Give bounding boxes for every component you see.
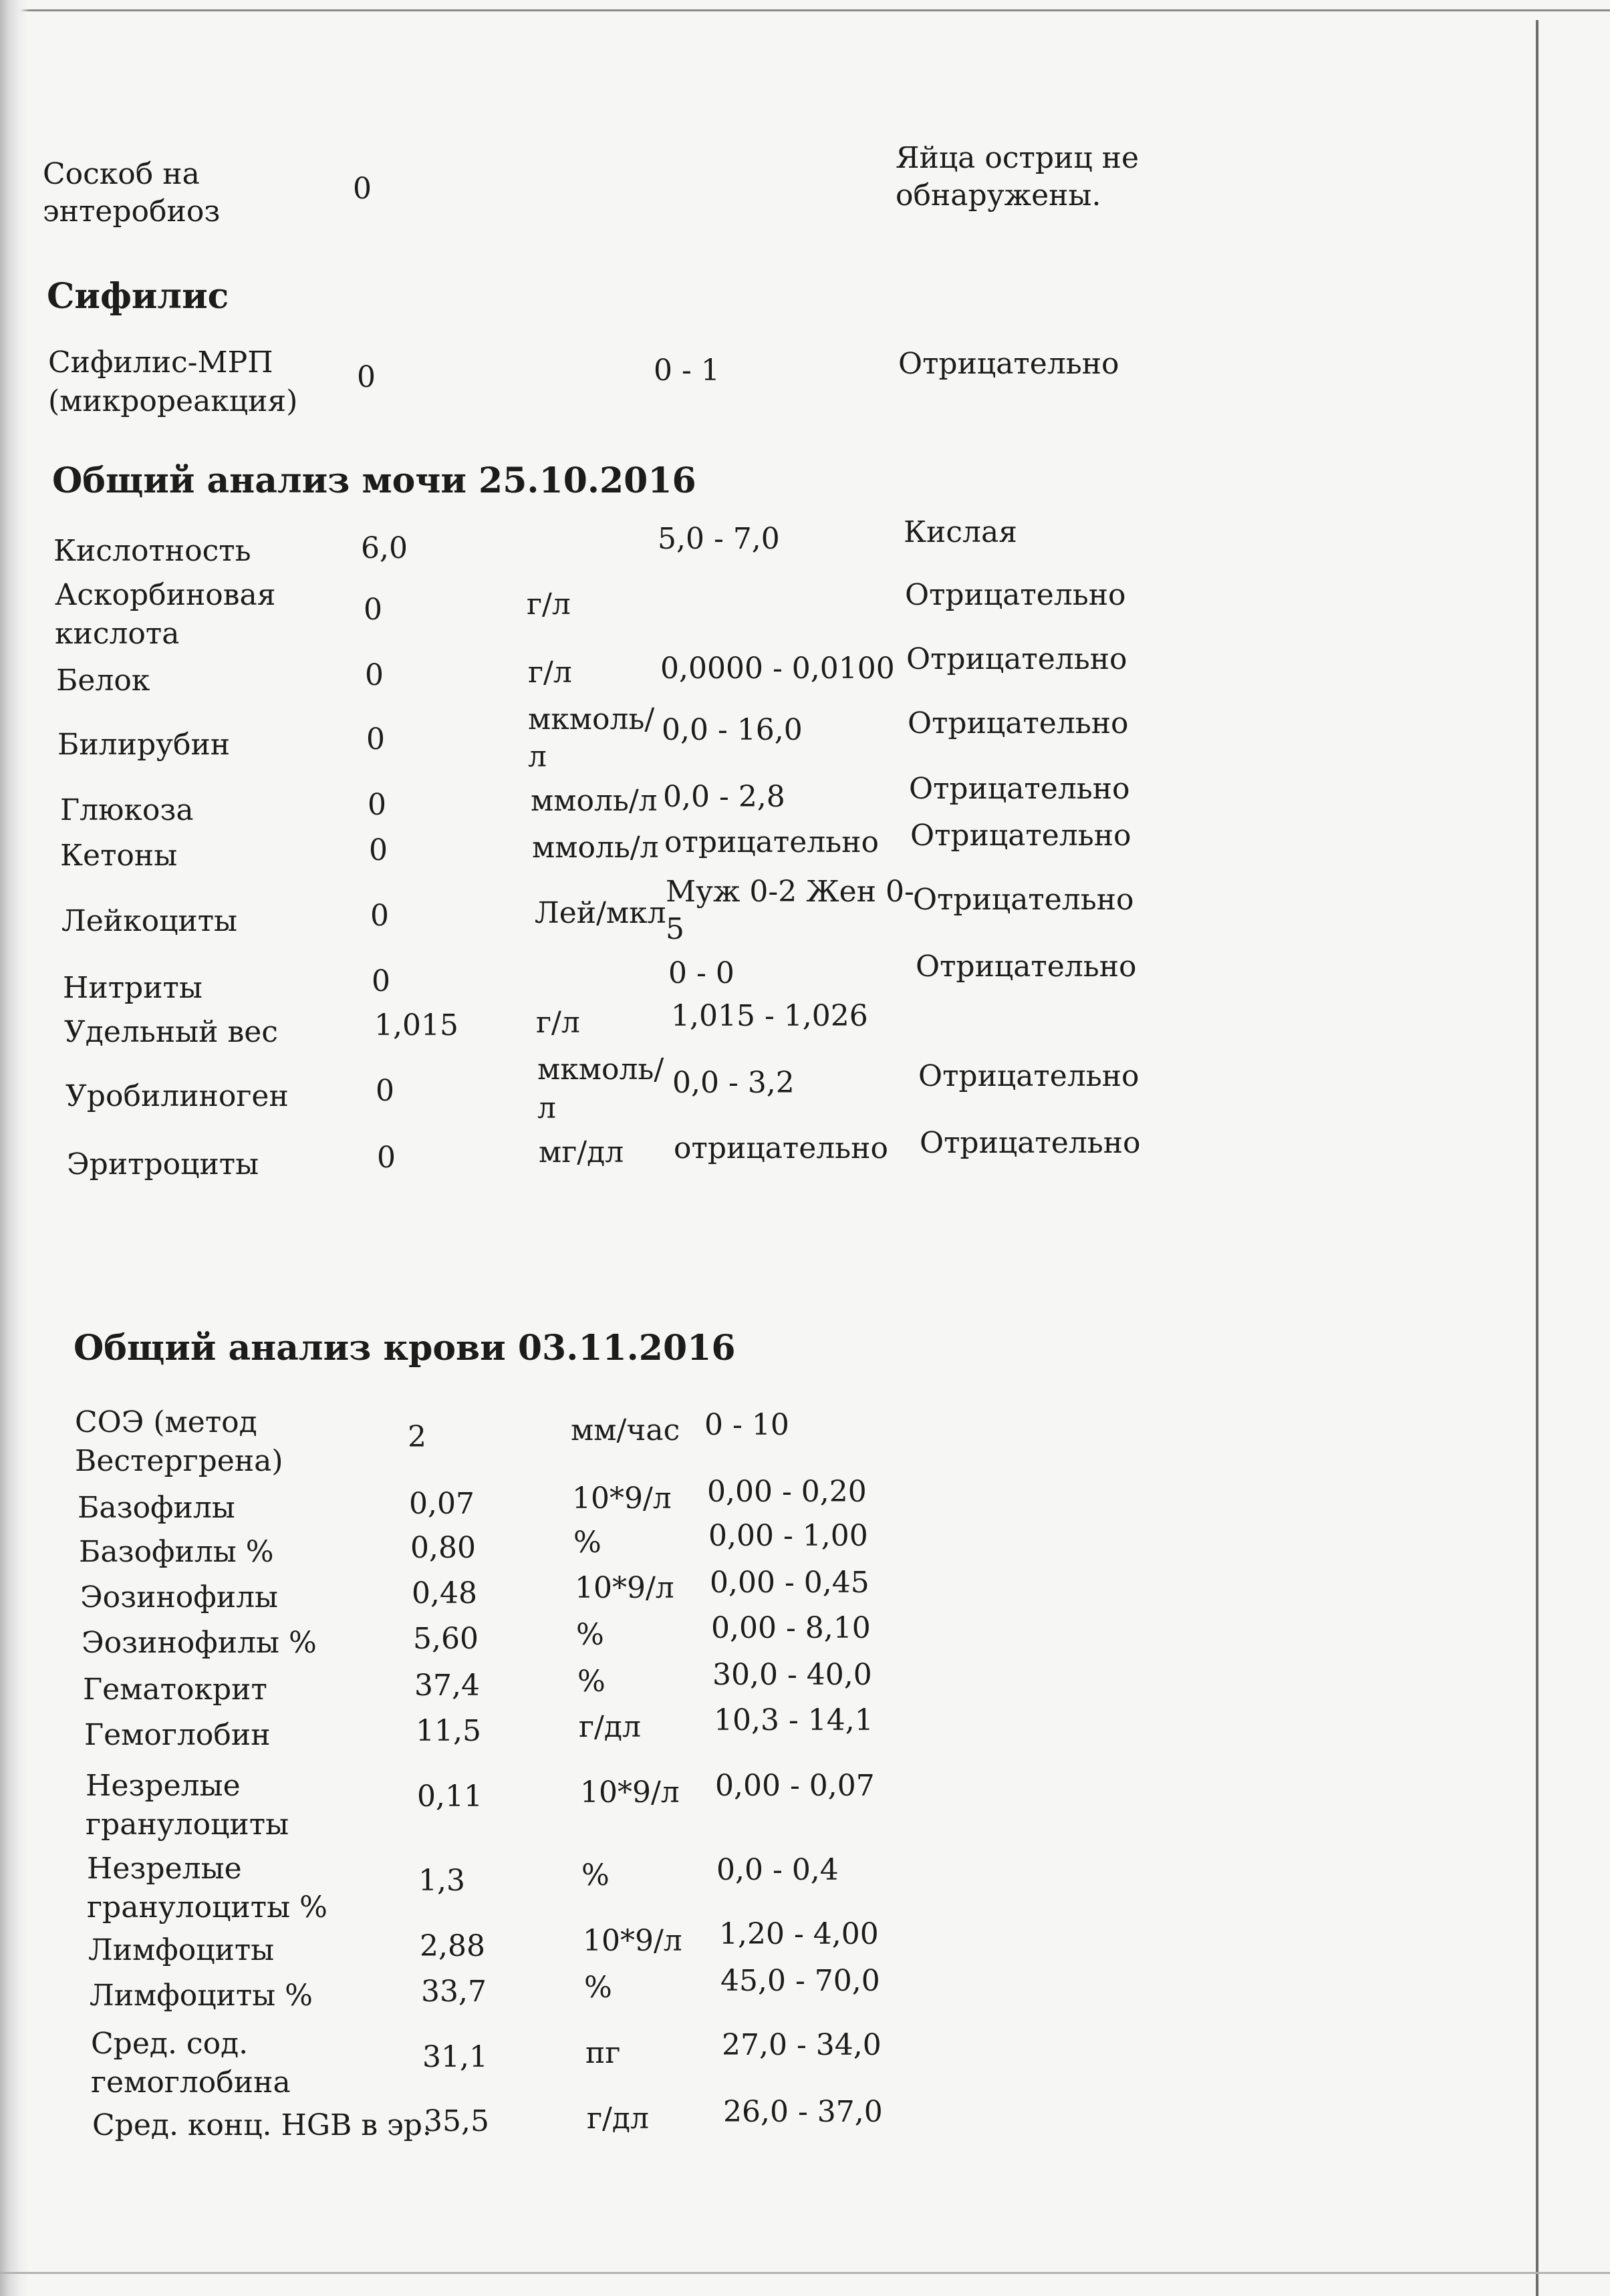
- test-name: гранулоциты: [86, 1808, 289, 1842]
- unit: 10*9/л: [580, 1775, 680, 1810]
- reference-range: отрицательно: [664, 825, 879, 859]
- test-name: Уробилиноген: [65, 1079, 289, 1113]
- unit: %: [576, 1618, 604, 1652]
- unit: пг: [585, 2036, 621, 2070]
- test-result: 0,48: [412, 1576, 477, 1610]
- unit: Лей/мкл: [535, 896, 666, 930]
- test-name: Базофилы %: [79, 1535, 274, 1569]
- test-result: 0: [366, 722, 385, 756]
- reference-range: 0,0 - 2,8: [663, 780, 785, 814]
- reference-range: Муж 0-2 Жен 0-: [666, 875, 914, 909]
- reference-range: 10,3 - 14,1: [714, 1703, 874, 1737]
- test-name: Удельный вес: [64, 1015, 278, 1049]
- test-name: Вестергрена): [75, 1444, 283, 1478]
- test-comment: Отрицательно: [898, 347, 1119, 381]
- test-result: 0: [377, 1141, 396, 1175]
- test-name: Сифилис-МРП: [48, 345, 273, 380]
- test-comment: Отрицательно: [916, 950, 1137, 984]
- reference-range: 0,0 - 16,0: [662, 713, 803, 747]
- unit: ммоль/л: [532, 831, 659, 865]
- unit: %: [573, 1526, 601, 1560]
- test-name: Кетоны: [60, 839, 178, 873]
- reference-range: 0,0 - 3,2: [672, 1066, 795, 1100]
- test-name: СОЭ (метод: [75, 1405, 257, 1439]
- test-name: Незрелые: [86, 1769, 241, 1803]
- page-edge-bottom: [0, 2272, 1610, 2274]
- unit: ммоль/л: [531, 784, 658, 818]
- test-name: Базофилы: [78, 1491, 235, 1525]
- test-comment: Отрицательно: [910, 819, 1131, 853]
- test-result: 2: [408, 1420, 426, 1454]
- test-name: Билирубин: [57, 728, 231, 762]
- test-name: Лейкоциты: [61, 904, 238, 938]
- reference-range: 45,0 - 70,0: [720, 1964, 880, 1998]
- test-name: Кислотность: [53, 534, 251, 568]
- test-result: 0,11: [417, 1779, 483, 1814]
- test-comment: Отрицательно: [913, 883, 1134, 917]
- test-name: Эритроциты: [67, 1147, 259, 1181]
- test-result: 5,60: [413, 1622, 479, 1656]
- test-name: Аскорбиновая: [55, 578, 276, 612]
- test-name: Соскоб на: [43, 157, 200, 191]
- test-name: энтеробиоз: [43, 194, 221, 229]
- test-comment: обнаружены.: [896, 178, 1101, 212]
- unit: г/л: [528, 656, 572, 690]
- section-heading: Общий анализ мочи 25.10.2016: [52, 460, 696, 501]
- test-result: 0: [365, 658, 384, 692]
- test-result: 0: [372, 964, 390, 998]
- test-result: 0: [376, 1074, 394, 1108]
- page-edge-left: [0, 0, 29, 2296]
- test-comment: Яйца остриц не: [896, 141, 1139, 175]
- reference-range: 0 - 1: [654, 353, 720, 388]
- unit: г/дл: [587, 2102, 649, 2136]
- test-result: 0: [369, 833, 388, 867]
- test-result: 0: [353, 172, 372, 206]
- unit: мкмоль/: [537, 1052, 664, 1087]
- unit: 10*9/л: [575, 1571, 674, 1605]
- test-result: 33,7: [421, 1975, 487, 2009]
- unit: г/л: [527, 587, 571, 621]
- unit: %: [581, 1858, 610, 1892]
- unit: %: [584, 1971, 612, 2005]
- test-result: 0: [368, 788, 386, 822]
- test-name: Эозинофилы: [80, 1580, 279, 1614]
- test-name: Белок: [56, 664, 150, 698]
- test-name: кислота: [55, 617, 180, 651]
- test-result: 11,5: [416, 1714, 481, 1748]
- test-comment: Отрицательно: [905, 578, 1126, 612]
- unit: 10*9/л: [572, 1481, 672, 1516]
- reference-range: 30,0 - 40,0: [712, 1658, 872, 1692]
- test-result: 0: [370, 899, 389, 933]
- section-heading: Общий анализ крови 03.11.2016: [74, 1328, 736, 1369]
- test-name: Незрелые: [87, 1852, 242, 1886]
- reference-range: 0,0 - 0,4: [716, 1853, 839, 1887]
- test-result: 1,015: [374, 1008, 458, 1042]
- reference-range: 5: [666, 912, 684, 946]
- test-result: 31,1: [422, 2040, 488, 2074]
- test-name: Сред. конц. HGB в эр.: [92, 2108, 432, 2142]
- page-edge-right: [1536, 20, 1538, 2296]
- test-result: 1,3: [418, 1864, 465, 1898]
- test-comment: Отрицательно: [908, 706, 1129, 740]
- test-comment: Кислая: [904, 515, 1017, 549]
- unit: мм/час: [571, 1413, 680, 1447]
- reference-range: 0 - 0: [668, 956, 734, 990]
- test-name: Глюкоза: [60, 793, 194, 827]
- page-edge-top: [0, 9, 1610, 11]
- test-name: гранулоциты %: [87, 1890, 327, 1924]
- section-heading: Сифилис: [47, 276, 229, 317]
- test-result: 0: [357, 360, 376, 394]
- reference-range: 0,00 - 0,20: [707, 1475, 867, 1509]
- unit: 10*9/л: [583, 1924, 682, 1958]
- reference-range: 0 - 10: [704, 1408, 789, 1442]
- test-name: гемоглобина: [91, 2065, 291, 2100]
- test-name: Сред. сод.: [91, 2027, 249, 2061]
- test-name: Гемоглобин: [84, 1718, 271, 1752]
- test-result: 0: [364, 593, 382, 627]
- test-comment: Отрицательно: [909, 772, 1130, 806]
- reference-range: 0,0000 - 0,0100: [660, 652, 895, 686]
- test-name: Лимфоциты %: [90, 1979, 313, 2013]
- test-result: 0,80: [410, 1531, 476, 1565]
- reference-range: 0,00 - 1,00: [708, 1519, 868, 1553]
- test-result: 0,07: [409, 1487, 475, 1521]
- test-comment: Отрицательно: [918, 1059, 1139, 1093]
- unit: г/л: [536, 1006, 580, 1040]
- unit: л: [537, 1091, 556, 1125]
- reference-range: 0,00 - 8,10: [711, 1611, 871, 1645]
- reference-range: 26,0 - 37,0: [723, 2095, 883, 2129]
- reference-range: 5,0 - 7,0: [658, 522, 780, 556]
- test-result: 6,0: [361, 531, 408, 565]
- reference-range: 0,00 - 0,07: [715, 1769, 875, 1803]
- test-name: Нитриты: [63, 971, 203, 1005]
- unit: %: [577, 1665, 606, 1699]
- reference-range: 27,0 - 34,0: [722, 2028, 882, 2062]
- unit: л: [528, 740, 547, 774]
- reference-range: 0,00 - 0,45: [710, 1566, 869, 1600]
- test-name: Лимфоциты: [88, 1933, 275, 1967]
- test-comment: Отрицательно: [920, 1126, 1141, 1160]
- test-result: 2,88: [420, 1929, 485, 1963]
- reference-range: 1,20 - 4,00: [719, 1917, 879, 1951]
- reference-range: 1,015 - 1,026: [671, 999, 868, 1033]
- unit: мкмоль/: [528, 702, 655, 736]
- unit: г/дл: [579, 1710, 641, 1744]
- test-result: 37,4: [414, 1669, 480, 1703]
- reference-range: отрицательно: [674, 1131, 888, 1165]
- test-comment: Отрицательно: [906, 642, 1127, 676]
- test-result: 35,5: [424, 2104, 489, 2138]
- test-name: (микрореакция): [48, 384, 298, 418]
- unit: мг/дл: [539, 1135, 624, 1169]
- test-name: Гематокрит: [83, 1673, 267, 1707]
- test-name: Эозинофилы %: [82, 1626, 317, 1660]
